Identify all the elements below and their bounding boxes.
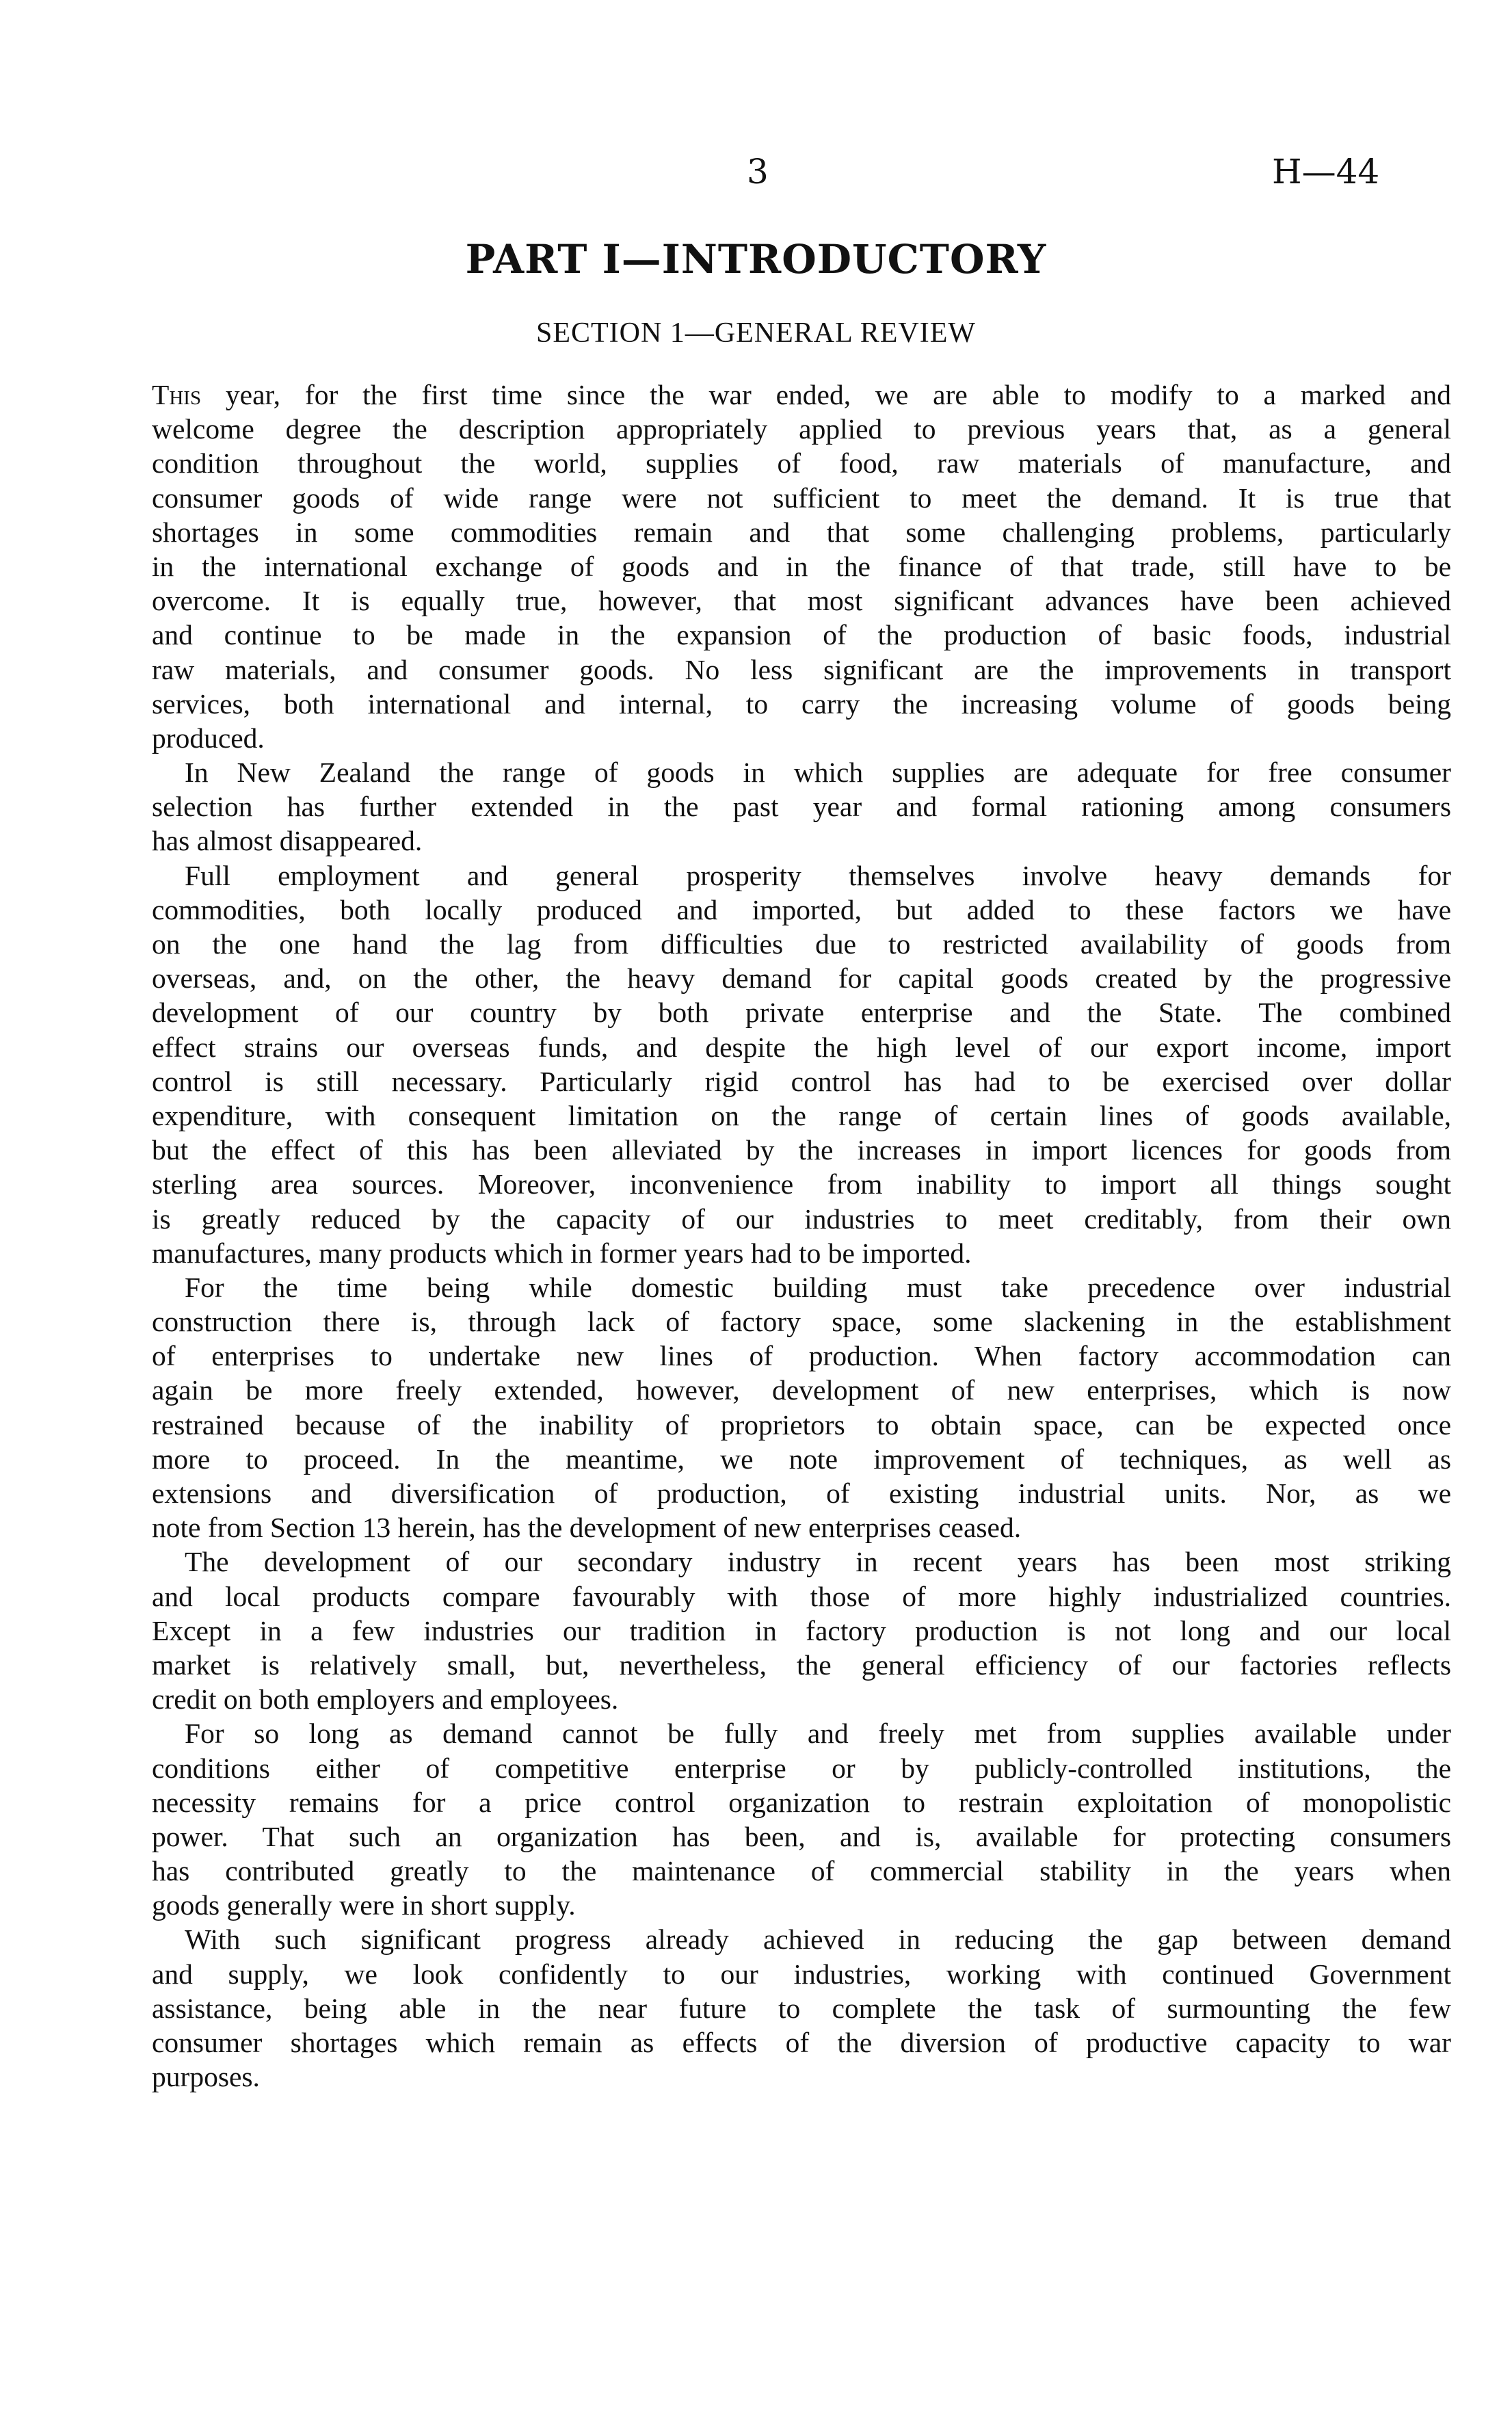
text-line: consumer goods of wide range were not sufficient to meet the demand. It is true that: [152, 482, 1451, 514]
text-line: market is relatively small, but, nevertheless, the general efficiency of our factories reflects: [152, 1648, 1451, 1681]
text-line: control is still necessary. Particularly rigid control has had to be exercised over dollar: [152, 1065, 1451, 1097]
text-line: overseas, and, on the other, the heavy demand for capital goods created by the progressive: [152, 962, 1451, 995]
text-line: again be more freely extended, however, development of new enterprises, which is now: [152, 1374, 1451, 1406]
paragraph: [152, 378, 1451, 755]
page-header: [0, 152, 1512, 200]
text-line: Full employment and general prosperity themselves involve heavy demands for: [185, 859, 1451, 891]
text-line: note from Section 13 herein, has the development of new enterprises ceased.: [152, 1512, 1022, 1544]
text-line: more to proceed. In the meantime, we note improvement of techniques, as well as: [152, 1443, 1451, 1475]
text-line: has contributed greatly to the maintenance of commercial stability in the years when: [152, 1855, 1451, 1887]
text-line: overcome. It is equally true, however, that most significant advances have been achieved: [152, 585, 1451, 617]
text-line: extensions and diversification of production, of existing industrial units. Nor, as we: [152, 1477, 1451, 1509]
text-line: This year, for the first time since the war ended, we are able to modify to a marked and: [152, 379, 1451, 410]
text-line: necessity remains for a price control organization to restrain exploitation of monopolistic: [152, 1786, 1451, 1818]
text-line: effect strains our overseas funds, and despite the high level of our export income, import: [152, 1031, 1451, 1063]
text-line: The development of our secondary industry in recent years has been most striking: [185, 1546, 1451, 1578]
text-line: sterling area sources. Moreover, inconvenience from inability to import all things sought: [152, 1168, 1451, 1200]
text-line: raw materials, and consumer goods. No less significant are the improvements in transport: [152, 653, 1451, 685]
text-line: has almost disappeared.: [152, 825, 423, 857]
text-line: manufactures, many products which in former years had to be imported.: [152, 1237, 972, 1269]
text-line: goods generally were in short supply.: [152, 1889, 576, 1921]
text-line: shortages in some commodities remain and that some challenging problems, particularly: [152, 516, 1451, 548]
text-line: purposes.: [152, 2061, 260, 2093]
text-line: conditions either of competitive enterprise or by publicly-controlled institutions, the: [152, 1752, 1451, 1784]
body-text: [152, 378, 1451, 2094]
text-line: and local products compare favourably with those of more highly industrialized countries.: [152, 1580, 1451, 1612]
text-line: assistance, being able in the near future to complete the task of surmounting the few: [152, 1992, 1451, 2024]
text-line: condition throughout the world, supplies of food, raw materials of manufacture, and: [152, 447, 1451, 479]
page-number: 3: [747, 152, 769, 192]
lead-word: This: [152, 379, 202, 410]
text-line: restrained because of the inability of proprietors to obtain space, can be expected once: [152, 1408, 1451, 1441]
paragraph: [152, 1545, 1451, 1716]
paragraph: [152, 1270, 1451, 1545]
text-line: produced.: [152, 722, 265, 754]
text-line: For so long as demand cannot be fully and freely met from supplies available under: [185, 1718, 1451, 1750]
text-line: With such significant progress already achieved in reducing the gap between demand: [185, 1923, 1451, 1956]
paragraph: [152, 755, 1451, 858]
text-line: welcome degree the description appropriately applied to previous years that, as a general: [152, 413, 1451, 445]
paragraph: [152, 858, 1451, 1270]
text-line: of enterprises to undertake new lines of production. When factory accommodation can: [152, 1340, 1451, 1372]
text-line: services, both international and internal, to carry the increasing volume of goods being: [152, 687, 1451, 720]
text-line: and supply, we look confidently to our industries, working with continued Government: [152, 1958, 1451, 1990]
text-line: and continue to be made in the expansion of the production of basic foods, industrial: [152, 619, 1451, 651]
text-line: in the international exchange of goods and in the finance of that trade, still have to be: [152, 550, 1451, 582]
document-code: H—44: [1272, 152, 1380, 192]
text-line: but the effect of this has been alleviated by the increases in import licences for goods from: [152, 1134, 1451, 1166]
text-line: consumer shortages which remain as effects of the diversion of productive capacity to war: [152, 2027, 1451, 2058]
text-line: is greatly reduced by the capacity of our industries to meet creditably, from their own: [152, 1203, 1451, 1235]
paragraph: [152, 1716, 1451, 1922]
text-line: power. That such an organization has been, and is, available for protecting consumers: [152, 1820, 1451, 1852]
text-line: selection has further extended in the past year and formal rationing among consumers: [152, 791, 1451, 823]
text-line: For the time being while domestic building must take precedence over industrial: [185, 1271, 1451, 1303]
text-line: expenditure, with consequent limitation on the range of certain lines of goods available,: [152, 1099, 1451, 1131]
text-line: Except in a few industries our tradition in factory production is not long and our local: [152, 1614, 1451, 1646]
part-title: PART I—INTRODUCTORY: [465, 236, 1047, 282]
text-line: credit on both employers and employees.: [152, 1683, 619, 1716]
paragraph: [152, 1922, 1451, 2094]
text-line: commodities, both locally produced and imported, but added to these factors we have: [152, 893, 1451, 925]
text-line: In New Zealand the range of goods in which supplies are adequate for free consumer: [185, 757, 1451, 789]
text-line: construction there is, through lack of factory space, some slackening in the establishment: [152, 1306, 1451, 1338]
text-line: development of our country by both private enterprise and the State. The combined: [152, 997, 1451, 1029]
section-title: SECTION 1—GENERAL REVIEW: [535, 317, 977, 349]
text-line: on the one hand the lag from difficulties due to restricted availability of goods from: [152, 928, 1451, 960]
